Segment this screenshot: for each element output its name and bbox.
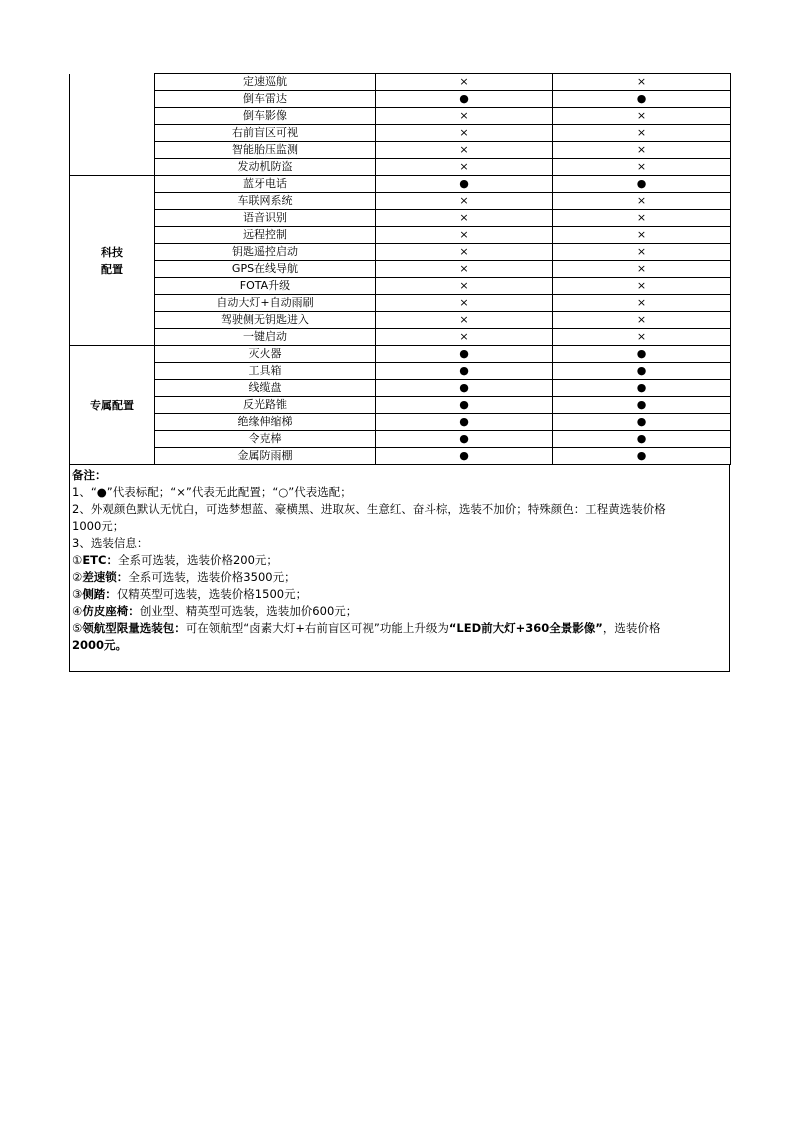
config-value-col1: ● [376,448,553,465]
table-row [70,91,731,108]
feature-cell: 工具箱 [155,363,376,380]
config-value-col1: × [376,244,553,261]
config-value-col2: ● [553,431,731,448]
table-row [70,244,731,261]
config-value-col2: ● [553,363,731,380]
table-row [70,414,731,431]
table-row [70,295,731,312]
table-row [70,108,731,125]
table-row [70,193,731,210]
category-cell [70,346,155,465]
config-value-col2: × [553,193,731,210]
config-value-col1: × [376,108,553,125]
config-value-col1: × [376,210,553,227]
table-row [70,380,731,397]
feature-cell: 发动机防盗 [155,159,376,176]
feature-cell: 线缆盘 [155,380,376,397]
category-label-line1: 科技 [101,245,123,259]
notes-line-1: 1、“●”代表标配；“×”代表无此配置；“○”代表选配； [72,485,352,499]
config-value-col1: × [376,193,553,210]
table-row [70,142,731,159]
table-row [70,210,731,227]
feature-cell: 车联网系统 [155,193,376,210]
config-value-col2: ● [553,346,731,363]
spec-table-body [70,74,731,465]
category-label-line1: 专属配置 [90,398,134,412]
feature-cell: 智能胎压监测 [155,142,376,159]
config-value-col1: ● [376,431,553,448]
config-value-col2: × [553,210,731,227]
notes-line-3: 3、选装信息： [72,536,149,550]
option-item-2: ②差速锁：全系可选装，选装价格3500元； [72,570,296,584]
feature-cell: 驾驶侧无钥匙进入 [155,312,376,329]
table-row [70,329,731,346]
config-value-col1: × [376,159,553,176]
category-label-line2: 配置 [101,262,123,276]
notes-line-2b: 1000元； [72,519,125,533]
table-row [70,261,731,278]
config-value-col1: ● [376,91,553,108]
config-value-col2: × [553,261,731,278]
feature-cell: 令克棒 [155,431,376,448]
notes-section [69,465,730,672]
config-value-col1: × [376,295,553,312]
category-cell [70,74,155,176]
feature-cell: 倒车雷达 [155,91,376,108]
option-item-5: ⑤领航型限量选装包：可在领航型“卤素大灯+右前盲区可视”功能上升级为“LED前大灯+360全景影像”，选装价格 [72,621,661,635]
config-value-col2: ● [553,380,731,397]
config-value-col1: × [376,261,553,278]
config-value-col2: × [553,142,731,159]
category-cell [70,176,155,346]
notes-title: 备注： [72,468,107,482]
config-value-col2: × [553,312,731,329]
config-value-col2: ● [553,397,731,414]
config-value-col1: × [376,227,553,244]
table-row [70,159,731,176]
feature-cell: 金属防雨棚 [155,448,376,465]
table-row [70,227,731,244]
table-row [70,448,731,465]
feature-cell: 语音识别 [155,210,376,227]
notes-line-2a: 2、外观颜色默认无忧白，可选梦想蓝、豪横黑、进取灰、生意红、奋斗棕，选装不加价；特殊颜色：工程黄选装价格 [72,502,666,516]
config-value-col2: ● [553,448,731,465]
feature-cell: 倒车影像 [155,108,376,125]
spec-document [69,73,730,672]
feature-cell: 自动大灯+自动雨刷 [155,295,376,312]
table-row [70,125,731,142]
config-value-col2: × [553,278,731,295]
config-value-col1: × [376,125,553,142]
spec-table [69,73,731,465]
option-item-4: ④仿皮座椅：创业型、精英型可选装，选装加价600元； [72,604,358,618]
table-row [70,397,731,414]
config-value-col1: ● [376,397,553,414]
feature-cell: GPS在线导航 [155,261,376,278]
config-value-col1: × [376,312,553,329]
config-value-col1: × [376,74,553,91]
config-value-col2: × [553,227,731,244]
table-row [70,431,731,448]
table-row [70,312,731,329]
config-value-col1: × [376,278,553,295]
feature-cell: 右前盲区可视 [155,125,376,142]
feature-cell: 一键启动 [155,329,376,346]
feature-cell: 蓝牙电话 [155,176,376,193]
config-value-col1: × [376,142,553,159]
feature-cell: 灭火器 [155,346,376,363]
feature-cell: 反光路锥 [155,397,376,414]
config-value-col2: ● [553,176,731,193]
table-row [70,363,731,380]
config-value-col2: ● [553,414,731,431]
feature-cell: 绝缘伸缩梯 [155,414,376,431]
feature-cell: 远程控制 [155,227,376,244]
config-value-col2: × [553,108,731,125]
config-value-col1: ● [376,414,553,431]
config-value-col2: × [553,244,731,261]
config-value-col1: ● [376,380,553,397]
config-value-col2: ● [553,91,731,108]
config-value-col2: × [553,295,731,312]
feature-cell: FOTA升级 [155,278,376,295]
config-value-col2: × [553,159,731,176]
config-value-col1: ● [376,346,553,363]
table-row [70,176,731,193]
table-row [70,74,731,91]
table-row [70,346,731,363]
option-item-5-price: 2000元。 [72,638,128,652]
feature-cell: 钥匙遥控启动 [155,244,376,261]
config-value-col1: × [376,329,553,346]
feature-cell: 定速巡航 [155,74,376,91]
option-item-3: ③侧踏：仅精英型可选装，选装价格1500元； [72,587,308,601]
option-item-1: ①ETC：全系可选装，选装价格200元； [72,553,278,567]
config-value-col1: ● [376,176,553,193]
table-row [70,278,731,295]
config-value-col2: × [553,329,731,346]
config-value-col2: × [553,125,731,142]
config-value-col1: ● [376,363,553,380]
config-value-col2: × [553,74,731,91]
